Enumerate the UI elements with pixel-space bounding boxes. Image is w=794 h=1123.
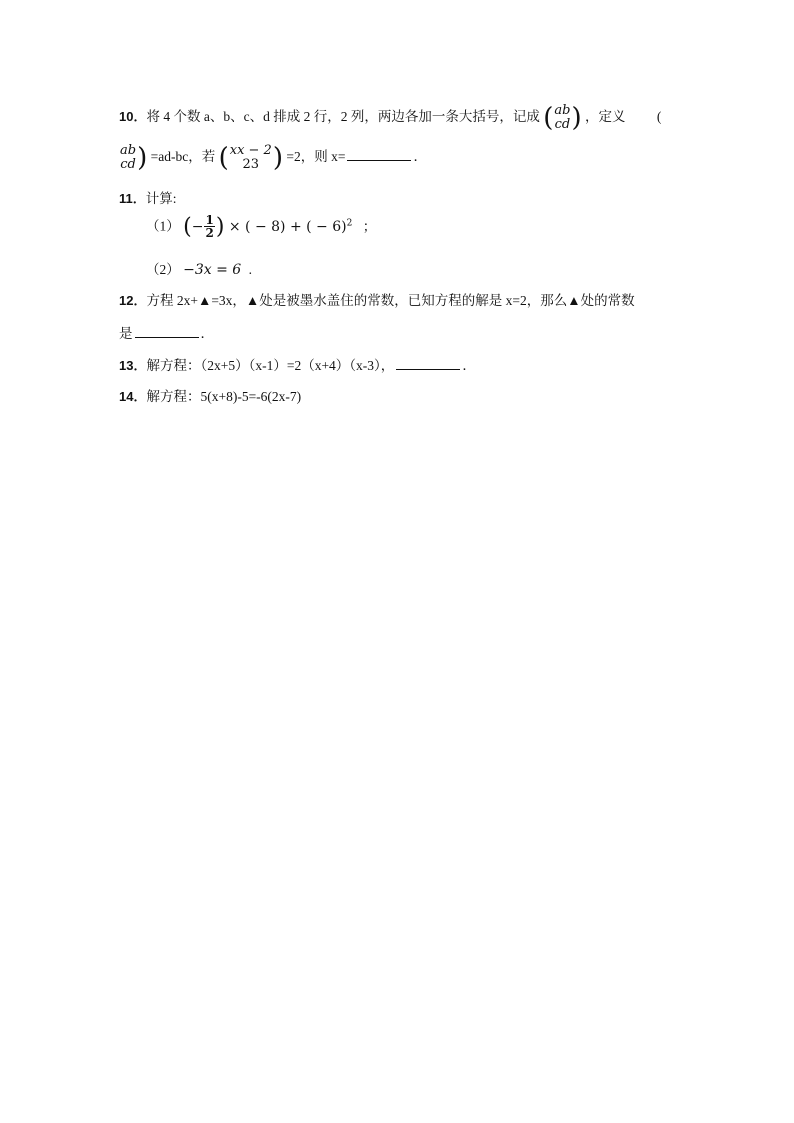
q13-text: 解方程：（2x+5）（x-1）=2（x+4）（x-3）， (146, 358, 395, 373)
q10-text-b: ，定义 (584, 109, 626, 125)
q10-matrix-1-top: ab (554, 103, 571, 118)
q10-number: 10． (119, 109, 147, 125)
q10-matrix-2-bottom: cd (120, 157, 136, 172)
q11-fraction-denominator: 2 (205, 226, 214, 240)
q10-matrix-1-bottom: cd (554, 117, 571, 132)
q12-text-b: 是 (119, 326, 133, 341)
q11-title: 计算: (145, 191, 177, 206)
q11-part2 (146, 258, 252, 278)
q11-part1-fraction (204, 214, 214, 239)
q11-part1-label: （1） (146, 218, 180, 234)
q12-number: 12． (119, 293, 147, 308)
q10-line2 (119, 144, 427, 172)
q13-end: ． (462, 358, 476, 373)
q10-line1 (119, 104, 661, 132)
q14-number: 14． (119, 389, 147, 404)
q10-matrix-2: ab cd ) (120, 143, 148, 173)
q11-part1-expr: (− $\frac{1}{2}$ ) × ( − 8) + ( − 6)$^2$ (183, 213, 353, 240)
q11-part2-label: （2） (146, 262, 180, 277)
q12-line1 (119, 289, 635, 309)
q11-number: 11． (119, 191, 146, 206)
q10-open-paren: ( (656, 109, 662, 125)
q10-matrix-2-top: ab (120, 143, 137, 158)
q10-text-d: =2，则 x= (286, 149, 346, 165)
q14-line (119, 385, 301, 405)
q11-part1-end: ； (362, 218, 377, 234)
q12-text-a: 方程 2x+▲=3x，▲处是被墨水盖住的常数，已知方程的解是 x=2，那么▲处的常数 (146, 293, 635, 308)
q11-fraction-numerator: 1 (205, 213, 214, 227)
q11-line1 (119, 187, 177, 207)
q10-matrix-3: ( xx − 2 23 ) (218, 143, 283, 173)
q10-end: ． (413, 149, 427, 165)
q10-text-a: 将 4 个数 a、b、c、d 排成 2 行，2 列，两边各加一条大括号，记成 (146, 109, 540, 125)
q12-answer-blank[interactable] (135, 325, 199, 338)
q11-part1 (146, 214, 376, 239)
q10-matrix-3-top: xx − 2 (229, 143, 272, 158)
q10-matrix-3-bottom: 23 (242, 157, 260, 172)
q12-end: ． (200, 326, 214, 341)
q13-answer-blank[interactable] (396, 357, 460, 370)
q12-line2 (119, 322, 214, 342)
q10-answer-blank[interactable] (347, 148, 411, 161)
q13-number: 13． (119, 358, 147, 373)
q10-text-c: =ad-bc，若 (150, 149, 216, 165)
q11-part2-expr: −3x = 6 (183, 262, 242, 278)
q11-part2-end: . (248, 262, 252, 277)
q14-text: 解方程：5(x+8)-5=-6(2x-7) (146, 389, 302, 404)
q13-line (119, 354, 476, 374)
q10-matrix-1: ( ab cd ) (543, 103, 582, 133)
